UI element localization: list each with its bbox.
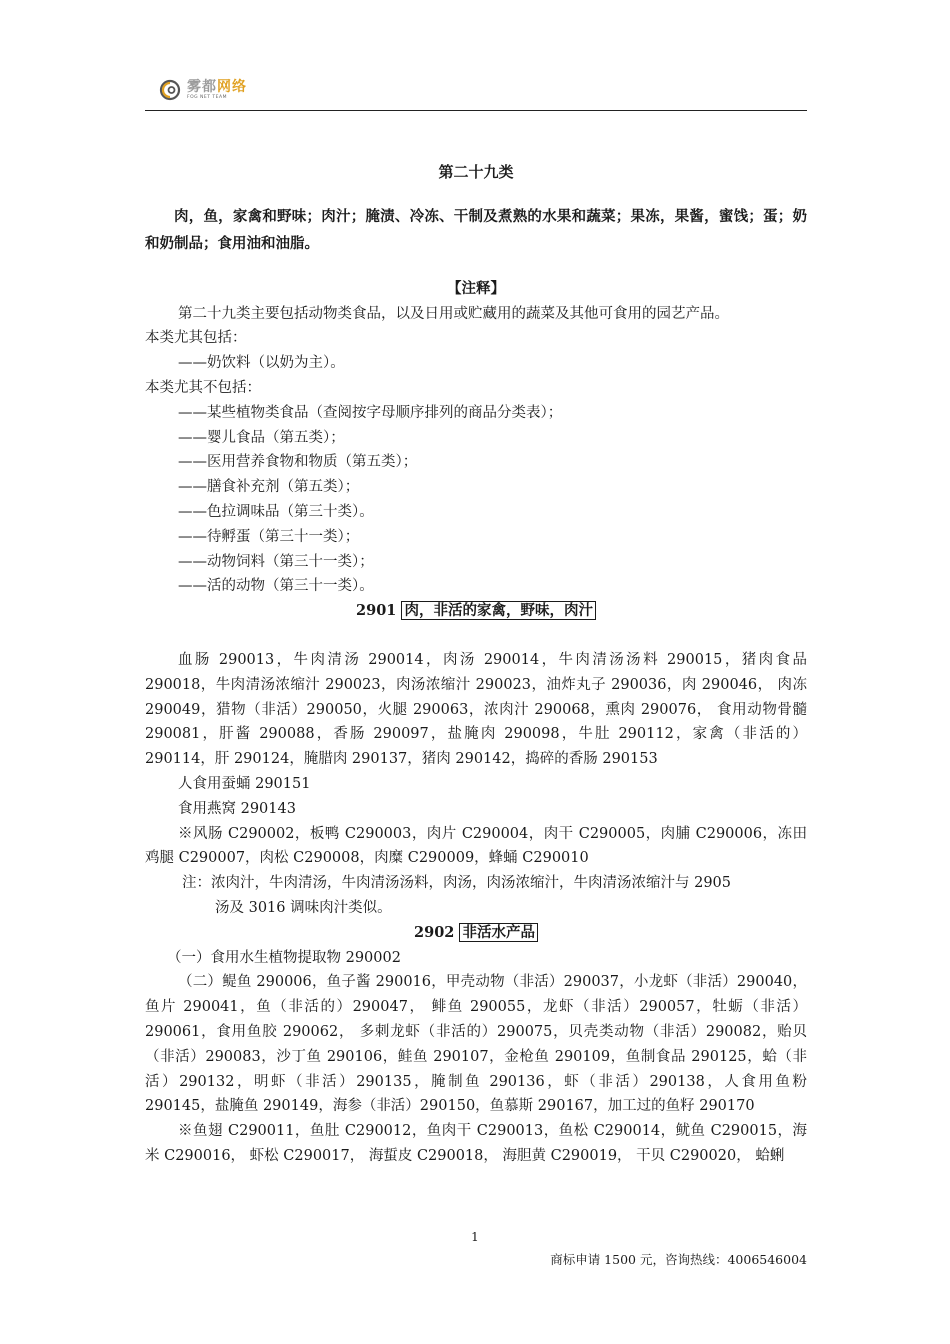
logo-text-primary: 雾都 bbox=[187, 78, 217, 95]
excludes-item: ——活的动物（第三十一类）。 bbox=[178, 578, 374, 595]
page-number: 1 bbox=[471, 1230, 479, 1244]
excludes-item: ——待孵蛋（第三十一类）； bbox=[178, 528, 360, 545]
section-2901-note: 注：浓肉汁，牛肉清汤，牛肉清汤汤料，肉汤，肉汤浓缩汁，牛肉清汤浓缩汁与 2905 bbox=[182, 875, 732, 892]
logo-tagline: FOG NET TEAM bbox=[187, 94, 227, 100]
class-subtitle: 肉，鱼，家禽和野味；肉汁；腌渍、冷冻、干制及煮熟的水果和蔬菜；果冻，果酱，蜜饯；蛋；奶和奶制品；食用油和油脂。 bbox=[145, 207, 807, 252]
brand-logo bbox=[159, 76, 247, 104]
section-2901-code: 2901 bbox=[356, 602, 397, 620]
section-2901-heading bbox=[145, 599, 807, 624]
section-2901-name: 肉，非活的家禽，野味，肉汁 bbox=[401, 601, 596, 620]
includes-label: 本类尤其包括： bbox=[145, 330, 247, 347]
excludes-item: ——婴儿食品（第五类）； bbox=[178, 429, 345, 446]
excludes-item: ——色拉调味品（第三十类）。 bbox=[178, 503, 374, 520]
section-2901-items: 血肠 290013，牛肉清汤 290014，肉汤 290014，牛肉清汤汤料 290015，猪肉食品 290018，牛肉清汤浓缩汁 290023，肉汤浓缩汁 290023，油炸丸子 290036，肉 290046， 肉冻 290049，猎物（非活）290050，火腿 290063，浓肉汁 290068，熏肉 290076， 食用动物骨髓 290081，肝酱 290088，香肠 290097，盐腌肉 290098，牛肚 290112，家禽（非活的）290114，肝 290124，腌腊肉 290137，猪肉 290142，捣碎的香肠 290153 bbox=[145, 651, 807, 768]
class-title: 第二十九类 bbox=[438, 163, 514, 181]
excludes-item: ——膳食补充剂（第五类）； bbox=[178, 479, 360, 496]
logo-icon bbox=[159, 79, 181, 101]
section-2902-code: 2902 bbox=[414, 923, 455, 941]
excludes-label: 本类尤其不包括： bbox=[145, 379, 261, 396]
footer-ad: 商标申请 1500 元，咨询热线：4006546004 bbox=[550, 1252, 807, 1267]
excludes-item: ——医用营养食物和物质（第五类）； bbox=[178, 454, 418, 471]
document-body bbox=[145, 160, 807, 1169]
section-2902-heading bbox=[145, 921, 807, 946]
section-2902-group-2: （二）鳀鱼 290006，鱼子酱 290016，甲壳动物（非活）290037，小龙虾（非活）290040，鱼片 290041，鱼（非活的）290047， 鲱鱼 290055，龙虾（非活）290057，牡蛎（非活）290061，食用鱼胶 290062， 多刺龙虾（非活的）290075，贝壳类动物（非活）290082，贻贝（非活）290083，沙丁鱼 290106，鲑鱼 290107，金枪鱼 290109，鱼制食品 290125，蛤（非活）290132，明虾（非活）290135，腌制鱼 290136，虾（非活）290138，人食用鱼粉 290145，盐腌鱼 290149，海参（非活）290150，鱼慕斯 290167，加工过的鱼籽 290170 bbox=[145, 974, 807, 1115]
notes-intro: 第二十九类主要包括动物类食品，以及日用或贮藏用的蔬菜及其他可食用的园艺产品。 bbox=[178, 305, 729, 322]
excludes-item: ——动物饲料（第三十一类）； bbox=[178, 553, 374, 570]
notes-heading: 【注释】 bbox=[447, 279, 505, 297]
includes-item: ——奶饮料（以奶为主）。 bbox=[178, 355, 345, 372]
logo-text-accent: 网络 bbox=[217, 78, 247, 95]
excludes-item: ——某些植物类食品（查阅按字母顺序排列的商品分类表）； bbox=[178, 404, 563, 421]
section-2902-name: 非活水产品 bbox=[459, 923, 538, 942]
page-header bbox=[145, 72, 807, 111]
section-2901-item: 人食用蚕蛹 290151 bbox=[178, 775, 311, 792]
section-2901-note-cont: 汤及 3016 调味肉汁类似。 bbox=[215, 899, 392, 916]
section-2901-chinese-items: ※风肠 C290002，板鸭 C290003，肉片 C290004，肉干 C290005，肉脯 C290006，冻田鸡腿 C290007，肉松 C290008，肉糜 C290009，蜂蛹 C290010 bbox=[145, 825, 807, 867]
section-2901-item: 食用燕窝 290143 bbox=[178, 800, 296, 817]
section-2902-chinese-items: ※鱼翅 C290011，鱼肚 C290012，鱼肉干 C290013，鱼松 C290014，鱿鱼 C290015，海米 C290016， 虾松 C290017， 海蜇皮 C290018， 海胆黄 C290019， 干贝 C290020， 蛤蜊 bbox=[145, 1123, 807, 1164]
section-2902-group-1: （一）食用水生植物提取物 290002 bbox=[167, 949, 401, 966]
